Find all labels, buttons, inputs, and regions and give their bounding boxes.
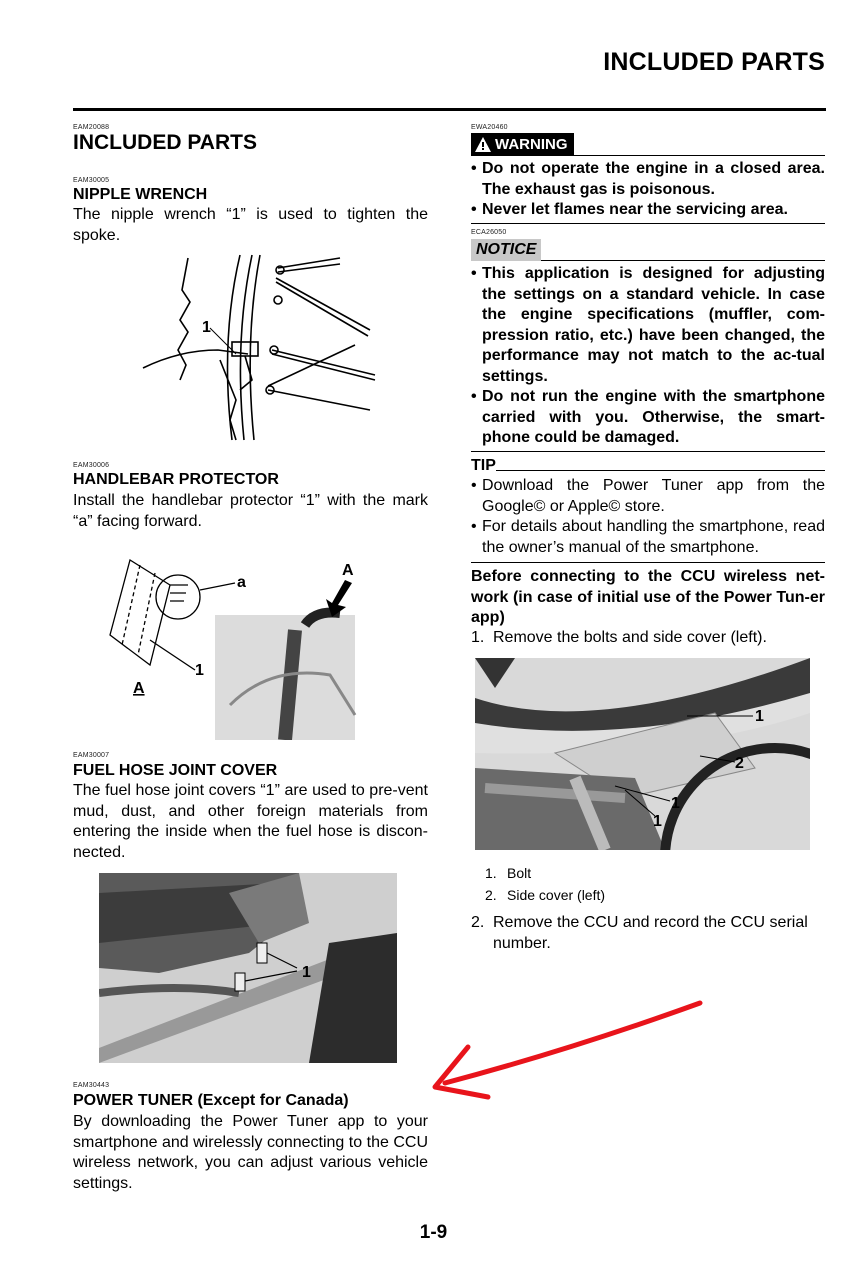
handlebar-code: EAM30006 bbox=[73, 462, 110, 469]
page-number: 1-9 bbox=[419, 1222, 448, 1243]
page-header-title: INCLUDED PARTS bbox=[603, 48, 825, 76]
warning-header bbox=[471, 133, 825, 156]
nipple-body: The nipple wrench “1” is used to tighten the spoke. bbox=[73, 206, 428, 244]
warning-badge bbox=[471, 133, 574, 156]
step-2: 2. Remove the CCU and record the CCU serial number. bbox=[471, 914, 808, 952]
handlebar-protector-figure bbox=[100, 555, 360, 740]
step-1: 1. Remove the bolts and side cover (left). bbox=[471, 629, 767, 646]
section-title: INCLUDED PARTS bbox=[73, 131, 257, 154]
handlebar-callout-A-bottom: A bbox=[133, 680, 145, 697]
notice-bottom-rule bbox=[471, 451, 825, 452]
red-arrow-annotation bbox=[420, 995, 710, 1105]
notice-item: • Do not run the engine with the smartphone carried with you. Otherwise, the smart-phone could be damaged. bbox=[471, 388, 825, 446]
tip-item: • For details about handling the smartphone, read the owner’s manual of the smartphone. bbox=[471, 518, 825, 556]
side-cover-callout-1b: 1 bbox=[671, 795, 680, 812]
fuel-hose-photo bbox=[99, 873, 397, 1063]
nipple-callout: 1 bbox=[202, 319, 211, 336]
handlebar-callout-A-top: A bbox=[342, 562, 354, 579]
fuel-callout: 1 bbox=[302, 964, 311, 981]
side-cover-callout-2: 2 bbox=[735, 755, 744, 772]
warning-code: EWA20460 bbox=[471, 124, 508, 131]
section-code: EAM20088 bbox=[73, 124, 110, 131]
handlebar-title: HANDLEBAR PROTECTOR bbox=[73, 471, 279, 488]
notice-item: • This application is designed for adjusting the settings on a standard vehicle. In case the engine specifications (muffler, com-pression ratio, etc.) have been changed, the performance may not match to the ac-tual settings. bbox=[471, 265, 825, 385]
notice-header bbox=[471, 239, 825, 261]
tip-item: • Download the Power Tuner app from the Google© or Apple© store. bbox=[471, 477, 825, 515]
power-title: POWER TUNER (Except for Canada) bbox=[73, 1092, 349, 1109]
header-rule bbox=[73, 108, 826, 111]
side-cover-photo bbox=[475, 658, 810, 850]
warning-label: WARNING bbox=[495, 136, 568, 153]
handlebar-callout-1: 1 bbox=[195, 662, 204, 679]
handlebar-body: Install the handlebar protector “1” with the mark “a” facing forward. bbox=[73, 492, 428, 530]
fuel-title: FUEL HOSE JOINT COVER bbox=[73, 762, 278, 779]
side-cover-callout-1c: 1 bbox=[653, 813, 662, 830]
side-cover-callout-1a: 1 bbox=[755, 708, 764, 725]
notice-badge: NOTICE bbox=[471, 239, 541, 261]
tip-header bbox=[471, 457, 825, 475]
warning-triangle-icon bbox=[475, 137, 491, 152]
warning-item: • Do not operate the engine in a closed area. The exhaust gas is poisonous. bbox=[471, 160, 825, 198]
nipple-title: NIPPLE WRENCH bbox=[73, 186, 208, 203]
fuel-code: EAM30007 bbox=[73, 752, 110, 759]
warning-item: • Never let flames near the servicing area. bbox=[471, 201, 788, 218]
tip-label: TIP bbox=[471, 457, 496, 474]
legend-item: 2. Side cover (left) bbox=[485, 887, 606, 903]
nipple-wrench-figure bbox=[140, 250, 380, 445]
power-body: By downloading the Power Tuner app to your smartphone and wirelessly connecting to the CCU wireless network, you can adjust various vehicle settings. bbox=[73, 1113, 428, 1192]
legend-item: 1. Bolt bbox=[485, 865, 532, 881]
notice-code: ECA26050 bbox=[471, 229, 507, 236]
photo-legend bbox=[485, 862, 815, 906]
handlebar-callout-a: a bbox=[237, 574, 246, 591]
before-connecting-title: Before connecting to the CCU wireless net-work (in case of initial use of the Power Tun-er app) bbox=[471, 568, 825, 626]
nipple-code: EAM30005 bbox=[73, 177, 110, 184]
warning-bottom-rule bbox=[471, 223, 825, 224]
power-code: EAM30443 bbox=[73, 1082, 110, 1089]
fuel-body: The fuel hose joint covers “1” are used to pre-vent mud, dust, and other foreign materials from entering the inside when the fuel hose is discon-nected. bbox=[73, 782, 428, 861]
tip-bottom-rule bbox=[471, 562, 825, 563]
